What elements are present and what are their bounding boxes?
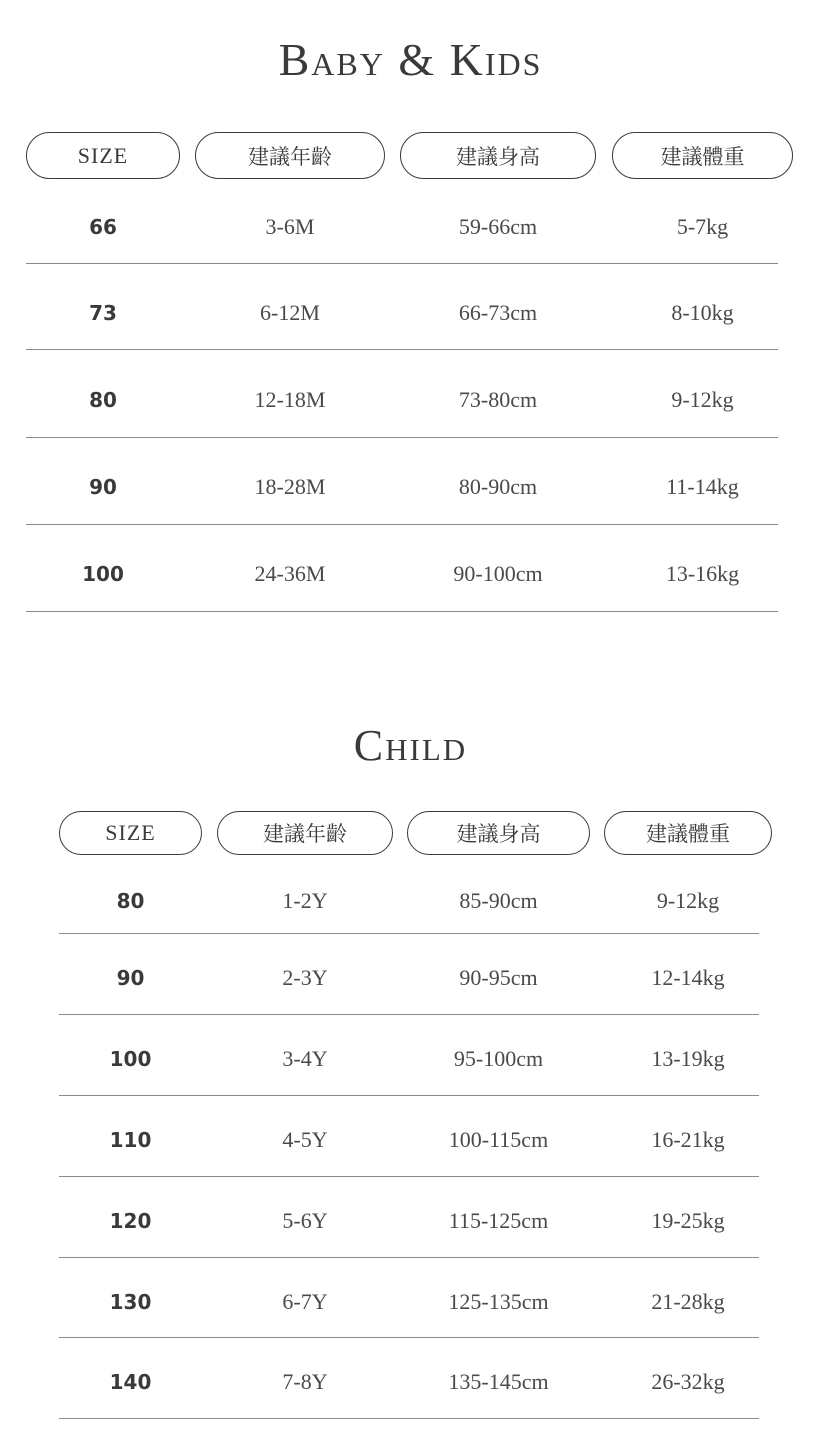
child-table-row (59, 1338, 759, 1419)
child-cell-age: 1-2Y (282, 887, 328, 913)
child-header-size: SIZE (59, 811, 202, 855)
child-table-row (59, 1258, 759, 1338)
child-title: Child (353, 721, 468, 770)
child-cell-size: 90 (116, 966, 145, 990)
baby-cell-age: 6-12M (260, 299, 320, 325)
baby-cell-height: 80-90cm (458, 474, 538, 499)
child-header-weight: 建議體重 (604, 811, 772, 855)
child-cell-height: 95-100cm (453, 1046, 544, 1071)
child-cell-height: 100-115cm (448, 1127, 549, 1152)
baby-table-row (26, 350, 778, 438)
child-cell-weight: 13-19kg (651, 1046, 725, 1071)
baby-cell-height: 73-80cm (458, 386, 538, 412)
child-cell-height: 115-125cm (448, 1208, 549, 1233)
child-cell-height: 135-145cm (448, 1369, 549, 1394)
baby-cell-height: 90-100cm (453, 561, 543, 586)
baby-cell-age: 3-6M (265, 213, 315, 239)
baby-cell-weight: 13-16kg (665, 561, 740, 586)
child-table-row (59, 1177, 759, 1258)
child-table-row (59, 1096, 759, 1177)
child-cell-size: 130 (109, 1289, 152, 1314)
baby-cell-size: 90 (89, 475, 117, 499)
child-cell-height: 85-90cm (459, 887, 538, 913)
child-table-row (59, 868, 759, 934)
baby-cell-size: 66 (89, 214, 117, 239)
baby-table-row (26, 525, 778, 612)
child-cell-size: 80 (116, 888, 145, 913)
baby-cell-weight: 5-7kg (676, 213, 729, 239)
child-table-row (59, 1015, 759, 1096)
baby-header-age: 建議年齡 (195, 132, 385, 179)
baby-header-size: SIZE (26, 132, 180, 179)
child-cell-weight: 26-32kg (651, 1369, 725, 1394)
child-cell-age: 2-3Y (282, 965, 328, 990)
child-cell-age: 4-5Y (282, 1127, 328, 1152)
baby-table-row (26, 264, 778, 350)
child-cell-age: 3-4Y (282, 1046, 328, 1071)
child-cell-age: 6-7Y (282, 1288, 328, 1314)
baby-cell-size: 100 (82, 562, 124, 586)
child-cell-height: 125-135cm (448, 1288, 549, 1314)
child-cell-size: 100 (109, 1047, 152, 1071)
child-cell-age: 5-6Y (282, 1208, 328, 1233)
baby-cell-age: 24-36M (254, 561, 326, 586)
child-cell-size: 140 (109, 1370, 152, 1394)
baby-table-row (26, 190, 778, 264)
child-cell-age: 7-8Y (282, 1369, 328, 1394)
baby-cell-weight: 8-10kg (671, 299, 734, 325)
baby-table-row (26, 438, 778, 525)
child-cell-weight: 21-28kg (651, 1288, 725, 1314)
child-header-age: 建議年齡 (217, 811, 393, 855)
baby-cell-height: 59-66cm (458, 213, 538, 239)
child-cell-weight: 16-21kg (651, 1127, 725, 1152)
child-cell-size: 120 (109, 1209, 152, 1233)
baby-header-height: 建議身高 (400, 132, 596, 179)
child-cell-weight: 12-14kg (651, 965, 725, 990)
baby-cell-size: 80 (89, 387, 117, 412)
baby-cell-height: 66-73cm (458, 299, 538, 325)
baby-cell-age: 18-28M (254, 474, 326, 499)
child-cell-weight: 19-25kg (651, 1208, 725, 1233)
baby-cell-age: 12-18M (254, 386, 326, 412)
child-header-height: 建議身高 (407, 811, 590, 855)
baby-cell-size: 73 (89, 300, 117, 325)
child-cell-size: 110 (109, 1128, 152, 1152)
child-table-row (59, 934, 759, 1015)
baby-cell-weight: 11-14kg (666, 474, 739, 499)
baby-header-weight: 建議體重 (612, 132, 793, 179)
child-cell-height: 90-95cm (459, 965, 538, 990)
baby-cell-weight: 9-12kg (671, 386, 734, 412)
child-cell-weight: 9-12kg (656, 887, 720, 913)
baby-kids-title: Baby & Kids (278, 34, 543, 85)
